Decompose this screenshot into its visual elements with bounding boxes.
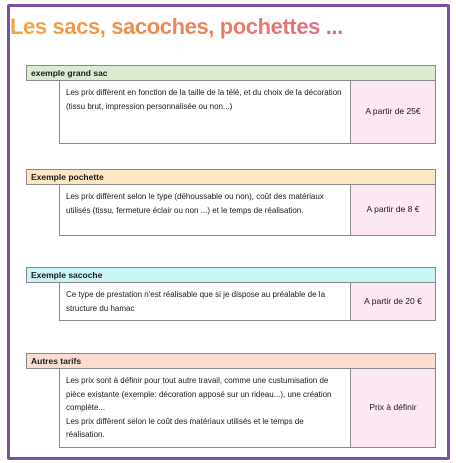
price-row [59,283,436,321]
section-header: Exemple pochette [26,169,436,185]
price-row [59,369,436,448]
page-title: Les sacs, sacoches, pochettes ... [10,14,343,39]
price-cell: A partir de 8 € [351,185,435,235]
description-cell [60,369,351,447]
price-row [59,185,436,236]
description-cell [60,283,351,320]
price-cell: Prix à définir [351,369,435,447]
price-cell: A partir de 25€ [351,81,435,143]
section-sacoche [26,267,436,321]
section-header: Autres tarifs [26,353,436,369]
description-text: Les prix diffèrent selon le type (déhoussable ou non), coût des matériaux utilisés (tissu, fermeture éclair ou non ...) et le temps de réalisation. [66,192,324,215]
section-grand-sac [26,65,436,144]
section-autres-tarifs [26,353,436,448]
section-pochette [26,169,436,236]
description-cell [60,185,351,235]
description-text: Ce type de prestation n'est réalisable que si je dispose au préalable de la structure du hamac [66,290,326,313]
section-header: exemple grand sac [26,65,436,81]
section-header: Exemple sacoche [26,267,436,283]
price-cell: A partir de 20 € [351,283,435,320]
description-text: Les prix sont à définir pour tout autre travail, comme une custumisation de pièce existante (exemple: décoration apposé sur un rideau...), une création complète... [66,376,332,412]
price-row [59,81,436,144]
description-text: Les prix diffèrent en fonction de la taille de la télé, et du choix de la décoration (tissu brut, impression personnalisée ou non...) [66,88,342,111]
description-cell [60,81,351,143]
description-text: Les prix diffèrent selon le coût des matériaux utilisés et le temps de réalisation. [66,416,304,439]
